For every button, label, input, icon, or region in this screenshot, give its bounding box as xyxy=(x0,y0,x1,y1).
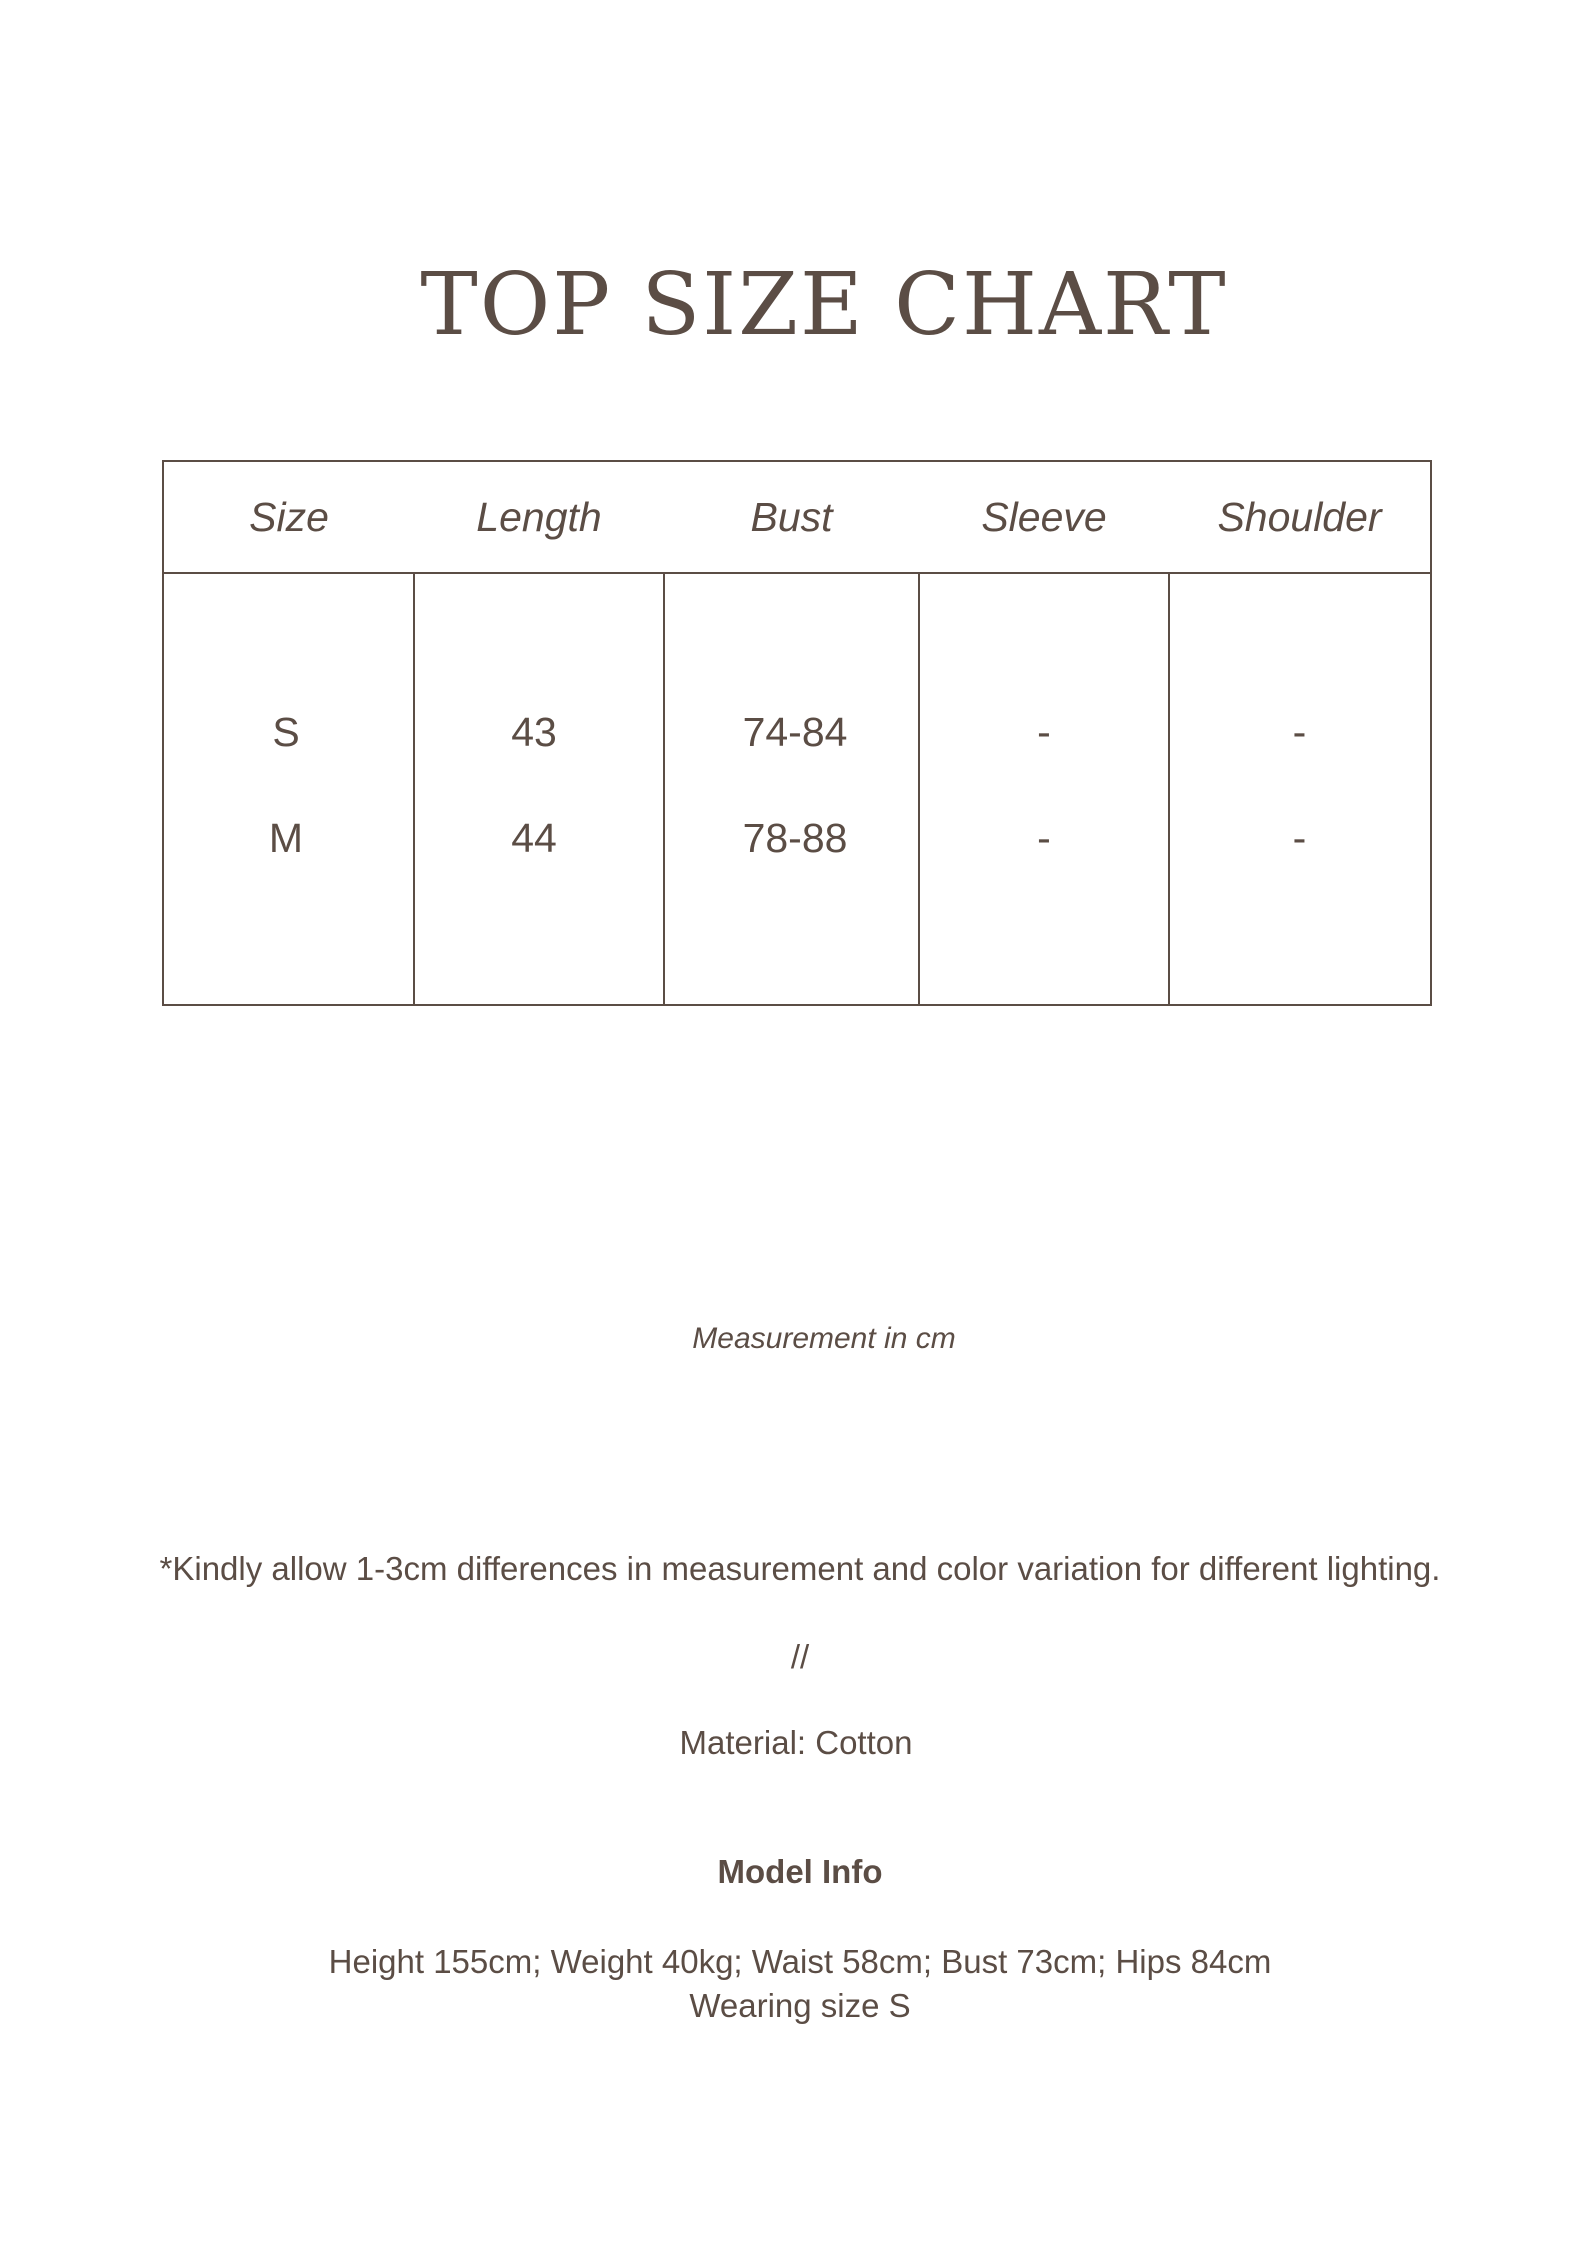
column-divider xyxy=(918,574,920,1004)
header-bust: Bust xyxy=(750,494,833,540)
column-divider xyxy=(663,574,665,1004)
header-shoulder: Shoulder xyxy=(1217,494,1382,540)
cell-bust: 74-84 xyxy=(742,709,848,755)
cell-sleeve: - xyxy=(1037,709,1051,755)
page-title: TOP SIZE CHART xyxy=(420,255,1228,355)
header-sleeve: Sleeve xyxy=(981,494,1107,540)
cell-size: S xyxy=(272,709,300,755)
header-length: Length xyxy=(476,494,602,540)
cell-length: 43 xyxy=(511,709,557,755)
table-header-row xyxy=(164,462,1430,574)
difference-note: *Kindly allow 1-3cm differences in measurement and color variation for different lighting. xyxy=(159,1550,1441,1587)
model-wearing-size: Wearing size S xyxy=(689,1987,911,2024)
cell-length: 44 xyxy=(511,815,557,861)
column-divider xyxy=(1168,574,1170,1004)
measurement-note: Measurement in cm xyxy=(692,1322,956,1355)
table-body xyxy=(164,574,1430,1004)
model-info-heading: Model Info xyxy=(717,1853,883,1890)
header-size: Size xyxy=(249,494,329,540)
cell-sleeve: - xyxy=(1037,815,1051,861)
cell-shoulder: - xyxy=(1292,709,1307,755)
cell-size: M xyxy=(268,815,304,861)
model-stats: Height 155cm; Weight 40kg; Waist 58cm; Bust 73cm; Hips 84cm xyxy=(328,1943,1272,1980)
size-table xyxy=(162,460,1432,1006)
cell-shoulder: - xyxy=(1292,815,1307,861)
column-divider xyxy=(413,574,415,1004)
cell-bust: 78-88 xyxy=(742,815,848,861)
separator: // xyxy=(790,1638,810,1675)
material-info: Material: Cotton xyxy=(679,1724,913,1761)
